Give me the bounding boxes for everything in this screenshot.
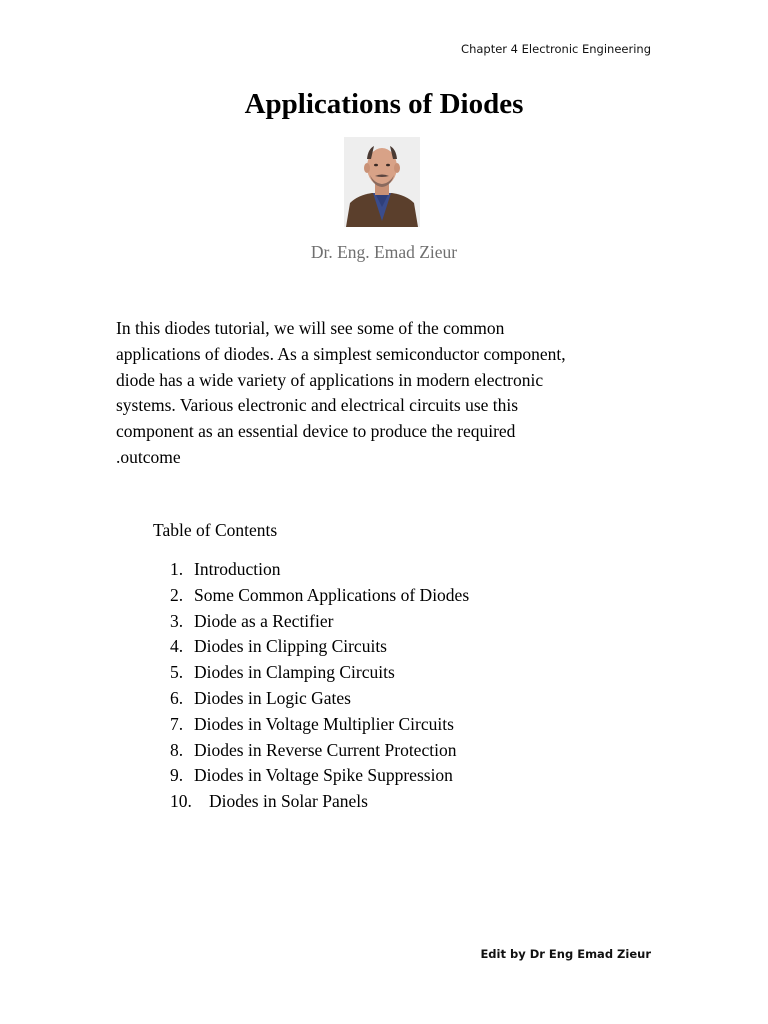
intro-line: component as an essential device to produce the required — [116, 421, 516, 442]
toc-item-clipping[interactable] — [170, 634, 469, 660]
toc-item-number: 10. — [170, 791, 192, 812]
edit-footer: Edit by Dr Eng Emad Zieur — [480, 947, 651, 961]
author-portrait-image — [344, 137, 420, 227]
intro-line: applications of diodes. As a simplest semiconductor component, — [116, 343, 566, 364]
toc-item-reverse-current[interactable] — [170, 738, 469, 764]
toc-item-number: 5. — [170, 662, 184, 683]
toc-item-common-applications[interactable] — [170, 583, 469, 609]
toc-item-label: Diodes in Logic Gates — [194, 687, 351, 708]
page-title: Applications of Diodes — [244, 88, 524, 120]
toc-item-label: Diodes in Voltage Multiplier Circuits — [194, 713, 454, 734]
toc-item-solar-panels[interactable] — [170, 789, 469, 815]
author-photo — [344, 137, 420, 227]
author-name: Dr. Eng. Emad Zieur — [310, 242, 458, 262]
intro-line: diode has a wide variety of applications in modern electronic — [116, 369, 544, 390]
toc-item-label: Diodes in Clipping Circuits — [194, 636, 387, 657]
toc-item-number: 9. — [170, 765, 184, 786]
toc-item-number: 2. — [170, 584, 184, 605]
toc-item-rectifier[interactable] — [170, 609, 469, 635]
toc-item-spike-suppression[interactable] — [170, 763, 469, 789]
intro-line: systems. Various electronic and electrical circuits use this — [116, 395, 519, 416]
intro-line: In this diodes tutorial, we will see some of the common — [116, 318, 505, 338]
toc-list — [170, 557, 469, 815]
toc-item-label: Introduction — [194, 559, 281, 579]
toc-item-clamping[interactable] — [170, 660, 469, 686]
toc-item-number: 3. — [170, 610, 184, 631]
intro-paragraph — [116, 316, 656, 471]
toc-item-number: 4. — [170, 636, 184, 657]
toc-item-introduction[interactable] — [170, 557, 469, 583]
toc-item-label: Diodes in Voltage Spike Suppression — [194, 765, 453, 786]
toc-item-label: Diodes in Solar Panels — [209, 791, 368, 812]
toc-item-label: Diode as a Rectifier — [194, 610, 334, 631]
toc-item-number: 6. — [170, 687, 184, 708]
toc-item-label: Some Common Applications of Diodes — [194, 584, 470, 605]
intro-line: .outcome — [116, 446, 181, 467]
toc-heading: Table of Contents — [153, 520, 278, 540]
toc-item-voltage-multiplier[interactable] — [170, 712, 469, 738]
toc-item-logic-gates[interactable] — [170, 686, 469, 712]
toc-item-label: Diodes in Clamping Circuits — [194, 662, 395, 683]
chapter-header: Chapter 4 Electronic Engineering — [461, 42, 651, 56]
toc-item-number: 8. — [170, 739, 184, 760]
toc-item-label: Diodes in Reverse Current Protection — [194, 739, 457, 760]
toc-item-number: 7. — [170, 713, 184, 734]
toc-item-number: 1. — [170, 559, 184, 579]
